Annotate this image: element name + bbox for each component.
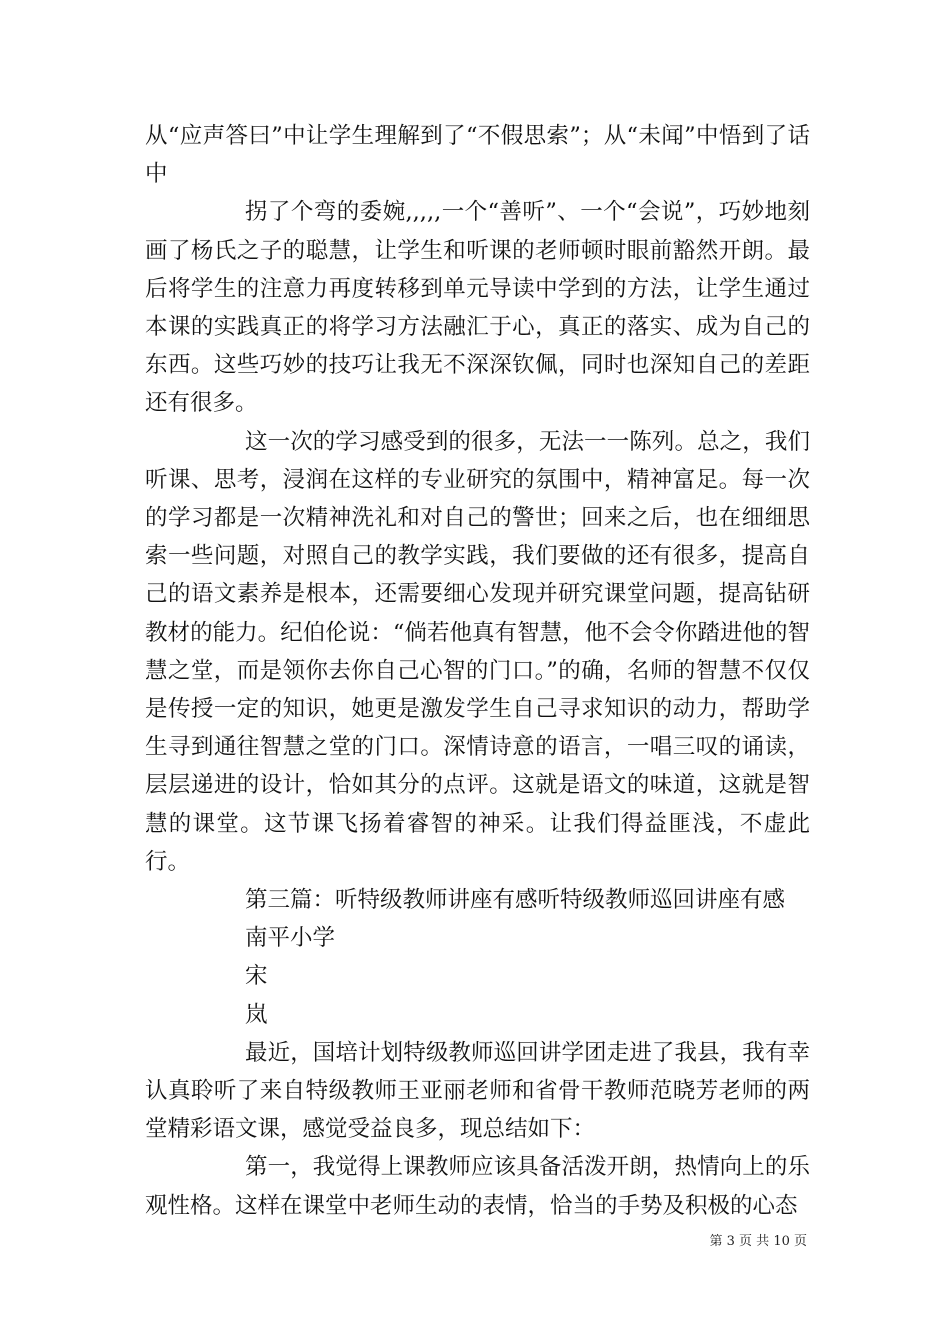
author-name-part-2: 岚 <box>245 1001 268 1028</box>
page-number: 第 3 页 共 10 页 <box>709 1234 807 1249</box>
author-name-part-1: 宋 <box>245 963 268 990</box>
paragraph-1: 从“应声答曰”中让学生理解到了“不假思索”；从“未闻”中悟到了话中 <box>145 123 810 188</box>
section-title: 第三篇：听特级教师讲座有感听特级教师巡回讲座有感 <box>245 887 786 914</box>
document-body <box>145 117 810 1225</box>
school-name: 南平小学 <box>245 925 336 952</box>
paragraph-2: 拐了个弯的委婉,,,,,一个“善听”、一个“会说”，巧妙地刻画了杨氏之子的聪慧，让学生和听课的老师顿时眼前豁然开朗。最后将学生的注意力再度转移到单元导读中学到的方法，让学生通过本课的实践真正的将学习方法融汇于心，真正的落实、成为自己的东西。这些巧妙的技巧让我无不深深钦佩，同时也深知自己的差距还有很多。 <box>145 199 810 417</box>
paragraph-3: 这一次的学习感受到的很多，无法一一陈列。总之，我们听课、思考，浸润在这样的专业研究的氛围中，精神富足。每一次的学习都是一次精神洗礼和对自己的警世；回来之后，也在细细思索一些问题，对照自己的教学实践，我们要做的还有很多，提高自己的语文素养是根本，还需要细心发现并研究课堂问题，提高钻研教材的能力。纪伯伦说：“倘若他真有智慧，他不会令你踏进他的智慧之堂，而是领你去你自己心智的门口。”的确，名师的智慧不仅仅是传授一定的知识，她更是激发学生自己寻求知识的动力，帮助学生寻到通往智慧之堂的门口。深情诗意的语言，一唱三叹的诵读，层层递进的设计，恰如其分的点评。这就是语文的味道，这就是智慧的课堂。这节课飞扬着睿智的神采。让我们得益匪浅，不虚此行。 <box>145 428 810 875</box>
paragraph-4: 最近，国培计划特级教师巡回讲学团走进了我县，我有幸认真聆听了来自特级教师王亚丽老师和省骨干教师范晓芳老师的两堂精彩语文课，感觉受益良多，现总结如下： <box>145 1039 810 1143</box>
paragraph-5: 第一，我觉得上课教师应该具备活泼开朗，热情向上的乐观性格。这样在课堂中老师生动的表情，恰当的手势及积极的心态 <box>145 1154 810 1219</box>
